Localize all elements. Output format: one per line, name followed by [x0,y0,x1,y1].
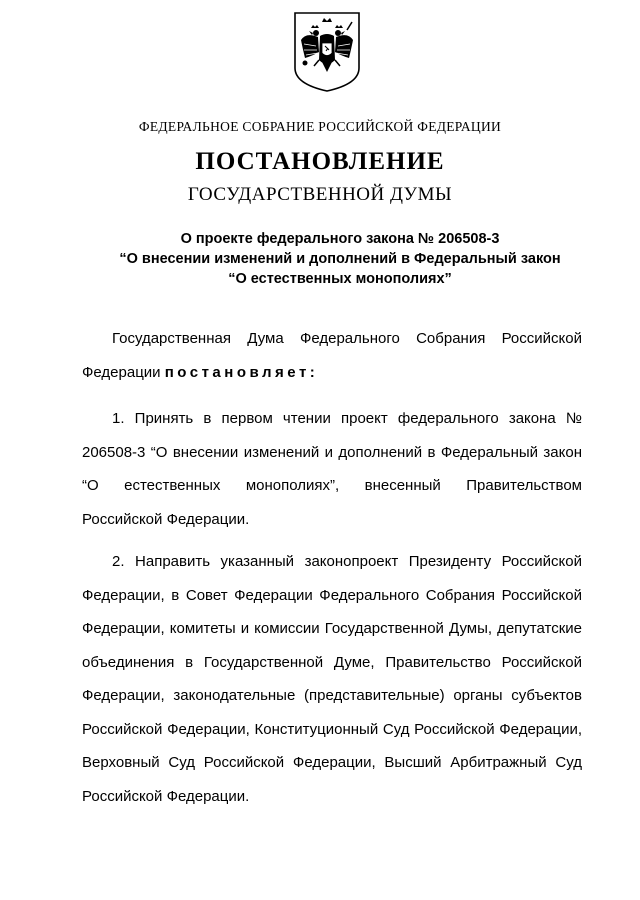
paragraph-line: Российской Федерации, Конституционный Суд Российской Федерации, [82,720,582,738]
document-subject [100,229,580,289]
paragraph-line: “О естественных монополиях”, внесенный Правительством [82,477,582,494]
issuer-name: ГОСУДАРСТВЕННОЙ ДУМЫ [187,184,453,205]
paragraph-line: Федерации, законодательные (представительные) органы субъектов [82,687,582,704]
subject-line: О проекте федерального закона № 206508-3 [180,231,500,247]
paragraph-line: Верховный Суд Российской Федерации, Высший Арбитражный Суд [82,754,582,771]
paragraph-line: Федерации, в Совет Федерации Федерального Собрания Российской [82,586,582,604]
paragraph-line: Федерации, комитеты и комиссии Государственной Думы, депутатские [82,620,582,637]
subject-line: “О внесении изменений и дополнений в Федеральный закон [119,251,561,267]
intro-paragraph [82,322,582,389]
parliament-name: ФЕДЕРАЛЬНОЕ СОБРАНИЕ РОССИЙСКОЙ ФЕДЕРАЦИИ [138,119,502,134]
paragraph-line: Государственная Дума Федерального Собрания Российской [112,330,582,347]
paragraph-line: Российской Федерации. [82,510,250,528]
paragraph-line: 1. Принять в первом чтении проект федерального закона № [112,410,582,427]
paragraph-text: Федерации [82,363,161,381]
paragraph-line: объединения в Государственной Думе, Правительство Российской [82,653,582,671]
document-type-title: ПОСТАНОВЛЕНИЕ [195,148,445,175]
subject-line: “О естественных монополиях” [228,271,452,287]
paragraph-line: Российской Федерации. [82,787,250,805]
paragraph-line: 206508-3 “О внесении изменений и дополнений в Федеральный закон [82,443,582,461]
coat-of-arms-icon [292,10,362,94]
paragraph-line: 2. Направить указанный законопроект Президенту Российской [112,553,582,570]
paragraph-line [82,356,582,390]
resolution-verb: постановляет: [164,363,319,381]
resolution-item-1 [82,402,582,536]
resolution-item-2 [82,545,582,813]
